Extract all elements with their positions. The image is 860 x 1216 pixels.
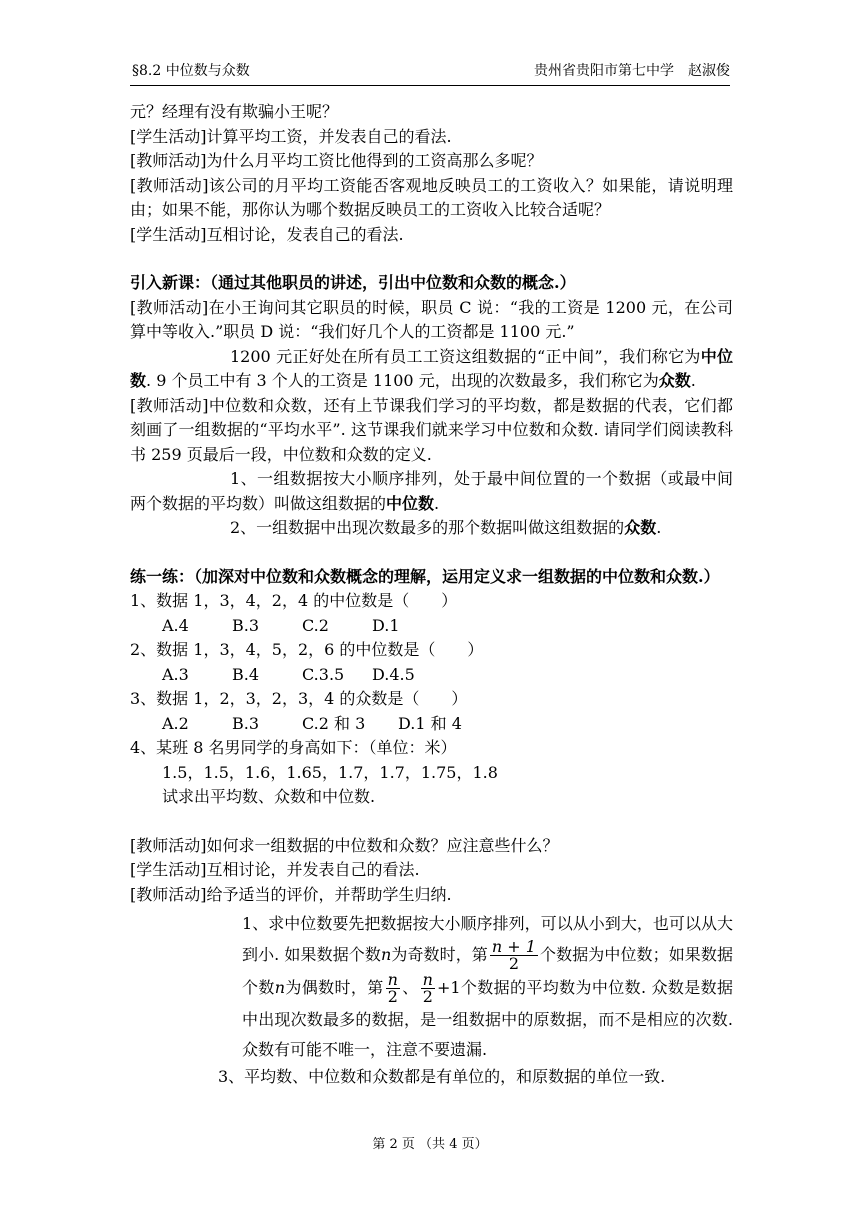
summary-rule-3: 3、平均数、中位数和众数都是有单位的，和原数据的单位一致. bbox=[218, 1067, 666, 1086]
header-section-title: §8.2 中位数与众数 bbox=[132, 63, 250, 79]
page-footer: 第 2 页 （共 4 页） bbox=[372, 1137, 488, 1152]
question-4-data: 1.5，1.5，1.6，1.65，1.7，1.7，1.75，1.8 bbox=[162, 762, 498, 782]
question-4-task: 试求出平均数、众数和中位数. bbox=[162, 787, 376, 806]
definition-median: 1、一组数据按大小顺序排列，处于最中间位置的一个数据（或最中间两个数据的平均数）叫做这组数据的中位数. bbox=[130, 469, 733, 513]
paragraph: [学生活动]计算平均工资，并发表自己的看法. bbox=[130, 126, 452, 146]
section-heading-practice: 练一练：（加深对中位数和众数概念的理解，运用定义求一组数据的中位数和众数.） bbox=[130, 566, 720, 586]
fraction: $\frac{n}{2}$ bbox=[387, 970, 398, 1006]
header-author: 贵州省贵阳市第七中学 赵淑俊 bbox=[534, 63, 730, 79]
paragraph: [教师活动]给予适当的评价，并帮助学生归纳. bbox=[130, 884, 452, 904]
fraction: $\frac{n + 1}{2}$ bbox=[491, 937, 536, 973]
header-divider bbox=[130, 85, 730, 86]
paragraph: [教师活动]为什么月平均工资比他得到的工资高那么多呢？ bbox=[130, 151, 543, 170]
paragraph: [教师活动]如何求一组数据的中位数和众数？应注意些什么？ bbox=[130, 835, 559, 855]
paragraph: [学生活动]互相讨论，发表自己的看法. bbox=[130, 224, 404, 244]
term-mode: 众数 bbox=[658, 371, 691, 390]
question-1-options: A.4 B.3 C.2 D.1 bbox=[162, 615, 400, 635]
section-heading-intro: 引入新课：（通过其他职员的讲述，引出中位数和众数的概念.） bbox=[130, 273, 576, 292]
paragraph: [教师活动]该公司的月平均工资能否客观地反映员工的工资收入？如果能，请说明理由；如果不能，那你认为哪个数据反映员工的工资收入比较合适呢？ bbox=[130, 175, 733, 219]
question-3: 3、数据 1，2，3，2，3，4 的众数是（ ） bbox=[130, 689, 468, 708]
summary-rule-1: 1、求中位数要先把数据按大小顺序排列，可以从小到大，也可以从大到小. 如果数据个数n为奇数时，第 $\frac{n + 1}{2}$ 个数据为中位数；如果数据个数n为偶数时，第 $\frac{n}{2}$ 、 $\frac{n}{2}$ +1个数据的平均数为中位数. 众数是数据中出现次数最多的数据，是一组数据中的原数据，而不是相应的次数. 众数有可能不唯一，注意不要遗漏. bbox=[242, 914, 733, 1059]
fraction: $\frac{n}{2}$ bbox=[422, 970, 433, 1006]
paragraph: 元？经理有没有欺骗小王呢？ bbox=[130, 102, 339, 121]
term-median: 中位数 bbox=[130, 346, 733, 390]
paragraph: [教师活动]在小王询问其它职员的时候，职员 C 说：“我的工资是 1200 元，在公司算中等收入.”职员 D 说：“我们好几个人的工资都是 1100 元.” bbox=[130, 297, 733, 341]
question-1: 1、数据 1，3，4，2，4 的中位数是（ ） bbox=[130, 591, 458, 610]
document-body bbox=[130, 100, 733, 1090]
definition-mode: 2、一组数据中出现次数最多的那个数据叫做这组数据的众数. bbox=[230, 518, 662, 537]
question-4: 4、某班 8 名男同学的身高如下：（单位：米） bbox=[130, 738, 457, 757]
paragraph: [教师活动]中位数和众数，还有上节课我们学习的平均数，都是数据的代表，它们都刻画了一组数据的“平均水平”. 这节课我们就来学习中位数和众数. 请同学们阅读教科书 259 页最后一段，中位数和众数的定义. bbox=[130, 395, 733, 464]
question-2-options: A.3 B.4 C.3.5 D.4.5 bbox=[162, 664, 415, 684]
paragraph: [学生活动]互相讨论，并发表自己的看法. bbox=[130, 860, 420, 879]
question-3-options: A.2 B.3 C.2 和 3 D.1 和 4 bbox=[162, 713, 462, 733]
paragraph: 1200 元正好处在所有员工工资这组数据的“正中间”，我们称它为中位数. 9 个员工中有 3 个人的工资是 1100 元，出现的次数最多，我们称它为众数. bbox=[130, 346, 733, 390]
question-2: 2、数据 1，3，4，5，2，6 的中位数是（ ） bbox=[130, 640, 484, 659]
